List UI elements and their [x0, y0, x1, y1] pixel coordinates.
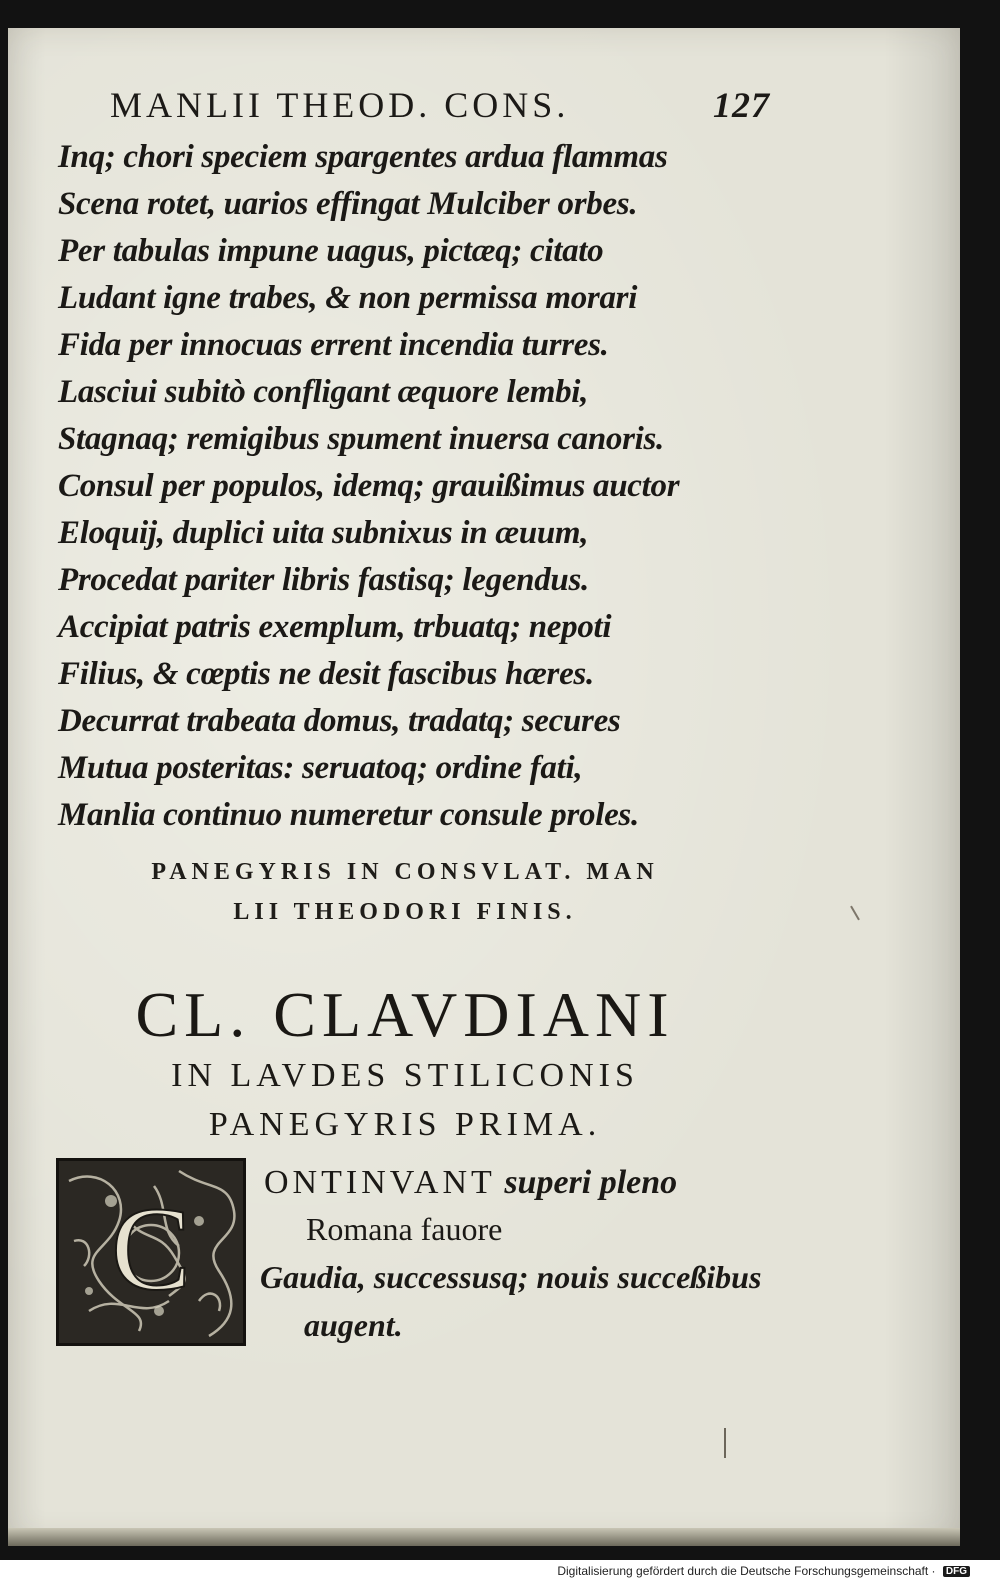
- verse-line: Eloquij, duplici uita subnixus in æuum,: [58, 515, 589, 551]
- verse-line: Filius, & cœptis ne desit fascibus hæres.: [58, 656, 594, 692]
- page-number: 127: [713, 85, 770, 125]
- verse-line: Consul per populos, idemq; grauißimus auctor: [58, 468, 680, 504]
- opening-line-2: Romana fauore: [306, 1211, 503, 1247]
- opening-rest: superi pleno: [504, 1164, 678, 1201]
- footer-text: Digitalisierung gefördert durch die Deutsche Forschungsgemeinschaft ·: [557, 1564, 936, 1578]
- verse-line: Scena rotet, uarios effingat Mulciber orbes.: [58, 186, 638, 222]
- opening-caps: ONTINVANT: [264, 1164, 496, 1201]
- explicit-line: LII THEODORI FINIS.: [233, 899, 577, 925]
- verse-line: Fida per innocuas errent incendia turres.: [58, 327, 609, 363]
- work-subtitle: IN LAVDES STILICONIS: [171, 1057, 639, 1094]
- verse-block: [58, 134, 718, 839]
- dfg-logo: DFG: [943, 1566, 970, 1577]
- initial-letter: C: [110, 1182, 192, 1315]
- verse-line: Manlia continuo numeretur consule proles.: [58, 797, 639, 833]
- verse-line: Accipiat patris exemplum, trbuatq; nepoti: [58, 609, 612, 645]
- verse-line: Inq; chori speciem spargentes ardua flammas: [58, 139, 668, 175]
- explicit-line: PANEGYRIS IN CONSVLAT. MAN: [151, 859, 659, 885]
- work-subtitle: PANEGYRIS PRIMA.: [208, 1106, 602, 1143]
- decorated-initial-woodcut: [56, 1158, 246, 1346]
- verse-line: Procedat pariter libris fastisq; legendus.: [58, 562, 589, 598]
- digitization-footer: [557, 1564, 970, 1582]
- page-edge: [8, 1528, 960, 1546]
- verse-line: Ludant igne trabes, & non permissa morari: [58, 280, 638, 316]
- verse-line: Stagnaq; remigibus spument inuersa canoris.: [58, 421, 664, 457]
- verse-line: Per tabulas impune uagus, pictæq; citato: [58, 233, 604, 269]
- opening-line-1: [264, 1160, 677, 1206]
- explicit-colophon: [60, 852, 750, 932]
- paper-mark: [724, 1428, 726, 1458]
- opening-line-4: augent.: [304, 1307, 403, 1343]
- verse-line: Mutua posteritas: seruatoq; ordine fati,: [58, 750, 583, 786]
- page-header: [110, 84, 770, 128]
- verse-line: Decurrat trabeata domus, tradatq; secures: [58, 703, 621, 739]
- woodcut-illustration: [59, 1161, 243, 1343]
- running-head: MANLII THEOD. CONS.: [110, 85, 570, 125]
- opening-line-3: Gaudia, successusq; nouis succeßibus: [260, 1259, 762, 1295]
- work-title: CL. CLAVDIANI: [135, 979, 675, 1050]
- verse-line: Lasciui subitò confligant æquore lembi,: [58, 374, 589, 410]
